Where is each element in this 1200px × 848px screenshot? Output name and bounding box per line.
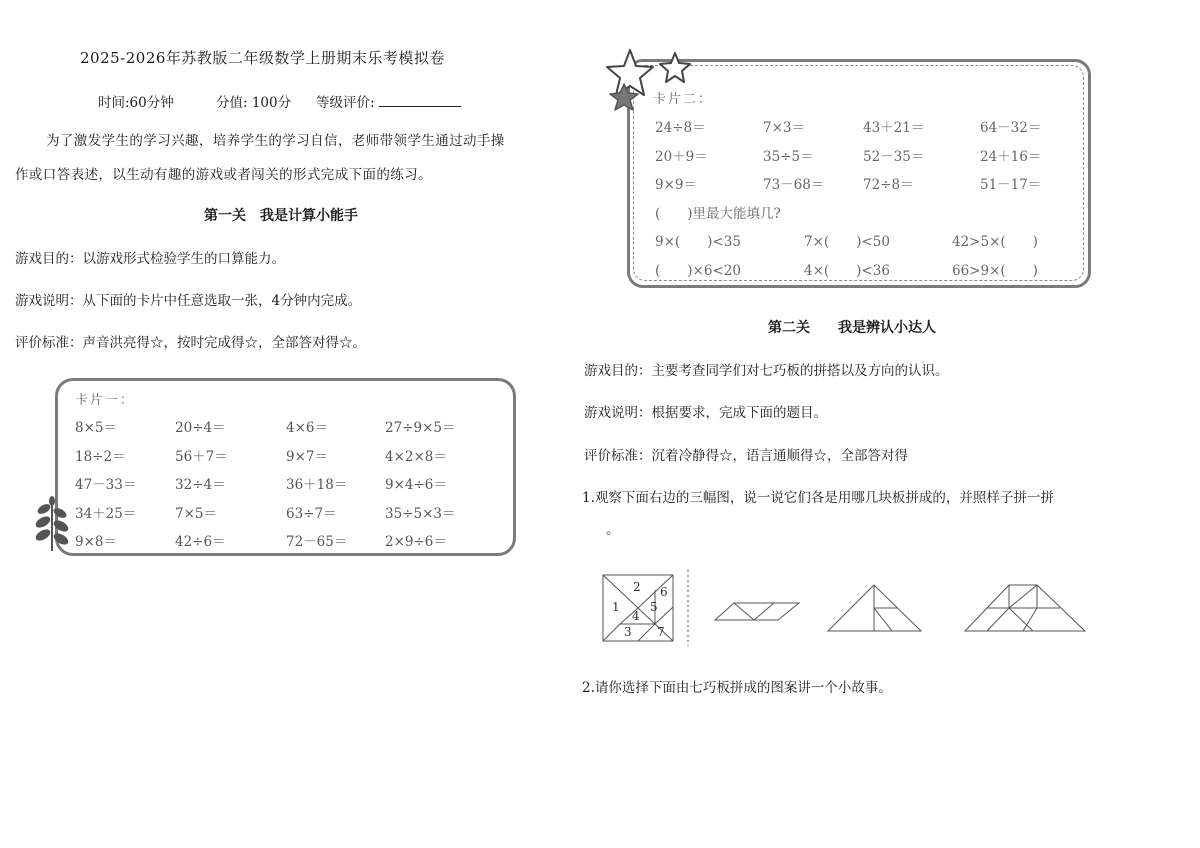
card-two-expression: 24÷8＝: [655, 120, 706, 136]
card-one-expression: 56＋7＝: [175, 448, 228, 465]
figure-divider: [686, 570, 690, 646]
level2-criteria: 评价标准：沉着冷静得☆，语言通顺得☆，全部答对得: [584, 448, 908, 464]
level1-purpose: 游戏目的：以游戏形式检验学生的口算能力。: [15, 251, 285, 267]
card-one-expression: 42÷6＝: [175, 534, 226, 550]
card-one-expression: 20÷4＝: [175, 420, 226, 436]
card-one-expression: 36＋18＝: [286, 477, 348, 493]
card-two-question: ( )里最大能填几?: [655, 206, 781, 222]
grade-label: 等级评价:: [316, 95, 375, 111]
level2-title: 第二关 我是辨认小达人: [768, 320, 936, 336]
tangram-label: 4: [632, 609, 640, 623]
card-two-expression: 52－35＝: [863, 148, 925, 165]
question-2-text: 2.请你选择下面由七巧板拼成的图案讲一个小故事。: [582, 680, 892, 696]
grade-evaluation: [316, 91, 461, 111]
card-one-expression: 47－33＝: [75, 477, 137, 493]
tangram-square-figure: [602, 574, 674, 642]
card-one-expression: 9×4÷6＝: [385, 477, 447, 493]
level1-rules: 游戏说明：从下面的卡片中任意选取一张，4分钟内完成。: [15, 293, 362, 309]
card-two-expression: 43＋21＝: [863, 120, 925, 136]
card-one-expression: 18÷2＝: [75, 448, 126, 465]
card-one-expression: 35÷5×3＝: [385, 505, 456, 522]
card-two: [627, 59, 1091, 288]
triangle-figure: [826, 582, 924, 634]
tangram-label: 2: [633, 580, 641, 594]
intro-line-1: 为了激发学生的学习兴趣，培养学生的学习自信，老师带领学生通过动手操: [46, 133, 505, 149]
card-one-expression: 72－65＝: [286, 534, 348, 550]
exam-time: 时间:60分钟: [98, 95, 174, 111]
question-1-text-end: 。: [606, 522, 620, 538]
tangram-label: 7: [657, 625, 665, 639]
trapezoid-figure: [963, 582, 1089, 634]
card-two-fill-expression: 7×( )<50: [804, 234, 890, 250]
card-two-fill-expression: 9×( )<35: [655, 234, 741, 250]
card-two-expression: 64－32＝: [980, 120, 1042, 136]
tangram-label: 5: [650, 600, 658, 614]
card-one-expression: 9×7＝: [286, 448, 328, 465]
card-two-fill-expression: 4×( )<36: [804, 263, 890, 279]
grade-blank: [379, 94, 461, 107]
card-two-expression: 20＋9＝: [655, 148, 708, 165]
card-two-expression: 7×3＝: [763, 120, 805, 136]
card-two-title: 卡片二：: [653, 92, 714, 107]
card-two-fill-expression: ( )×6<20: [655, 263, 741, 279]
parallelogram-figure: [712, 600, 802, 624]
level1-title: 第一关 我是计算小能手: [204, 208, 358, 224]
card-one-expression: 4×2×8＝: [385, 448, 447, 465]
card-two-expression: 24＋16＝: [980, 148, 1042, 165]
tangram-label: 6: [660, 585, 668, 599]
stars-icon: [604, 48, 694, 118]
card-one-expression: 32÷4＝: [175, 477, 226, 493]
level2-purpose: 游戏目的：主要考查同学们对七巧板的拼搭以及方向的认识。: [584, 363, 949, 379]
leaf-branch-icon: [34, 497, 70, 553]
level1-criteria: 评价标准：声音洪亮得☆，按时完成得☆，全部答对得☆。: [15, 335, 366, 351]
card-one-expression: 9×8＝: [75, 534, 117, 550]
question-1-text: 1.观察下面右边的三幅图，说一说它们各是用哪几块板拼成的，并照样子拼一拼: [582, 490, 1054, 506]
card-one-expression: 7×5＝: [175, 505, 217, 522]
card-one-expression: 4×6＝: [286, 420, 328, 436]
card-two-expression: 35÷5＝: [763, 148, 814, 165]
card-two-fill-expression: 42>5×( ): [952, 234, 1038, 250]
card-one-title: 卡片一：: [75, 393, 136, 408]
card-one: [55, 378, 516, 556]
exam-score: 分值: 100分: [216, 95, 292, 111]
card-one-expression: 63÷7＝: [286, 505, 337, 522]
card-one-expression: 2×9÷6＝: [385, 534, 447, 550]
card-one-expression: 8×5＝: [75, 420, 117, 436]
card-one-expression: 27÷9×5＝: [385, 420, 456, 436]
intro-line-2: 作或口答表述，以生动有趣的游戏或者闯关的形式完成下面的练习。: [15, 167, 432, 183]
card-two-fill-expression: 66>9×( ): [952, 263, 1038, 279]
paper-title: 2025-2026年苏教版二年级数学上册期末乐考模拟卷: [80, 49, 445, 67]
level2-rules: 游戏说明：根据要求，完成下面的题目。: [584, 405, 827, 421]
card-two-expression: 72÷8＝: [863, 177, 914, 193]
tangram-label: 3: [624, 625, 632, 639]
card-two-expression: 73－68＝: [763, 177, 825, 193]
card-two-expression: 9×9＝: [655, 177, 697, 193]
tangram-label: 1: [612, 600, 620, 614]
card-one-expression: 34＋25＝: [75, 505, 137, 522]
card-two-expression: 51－17＝: [980, 177, 1042, 193]
